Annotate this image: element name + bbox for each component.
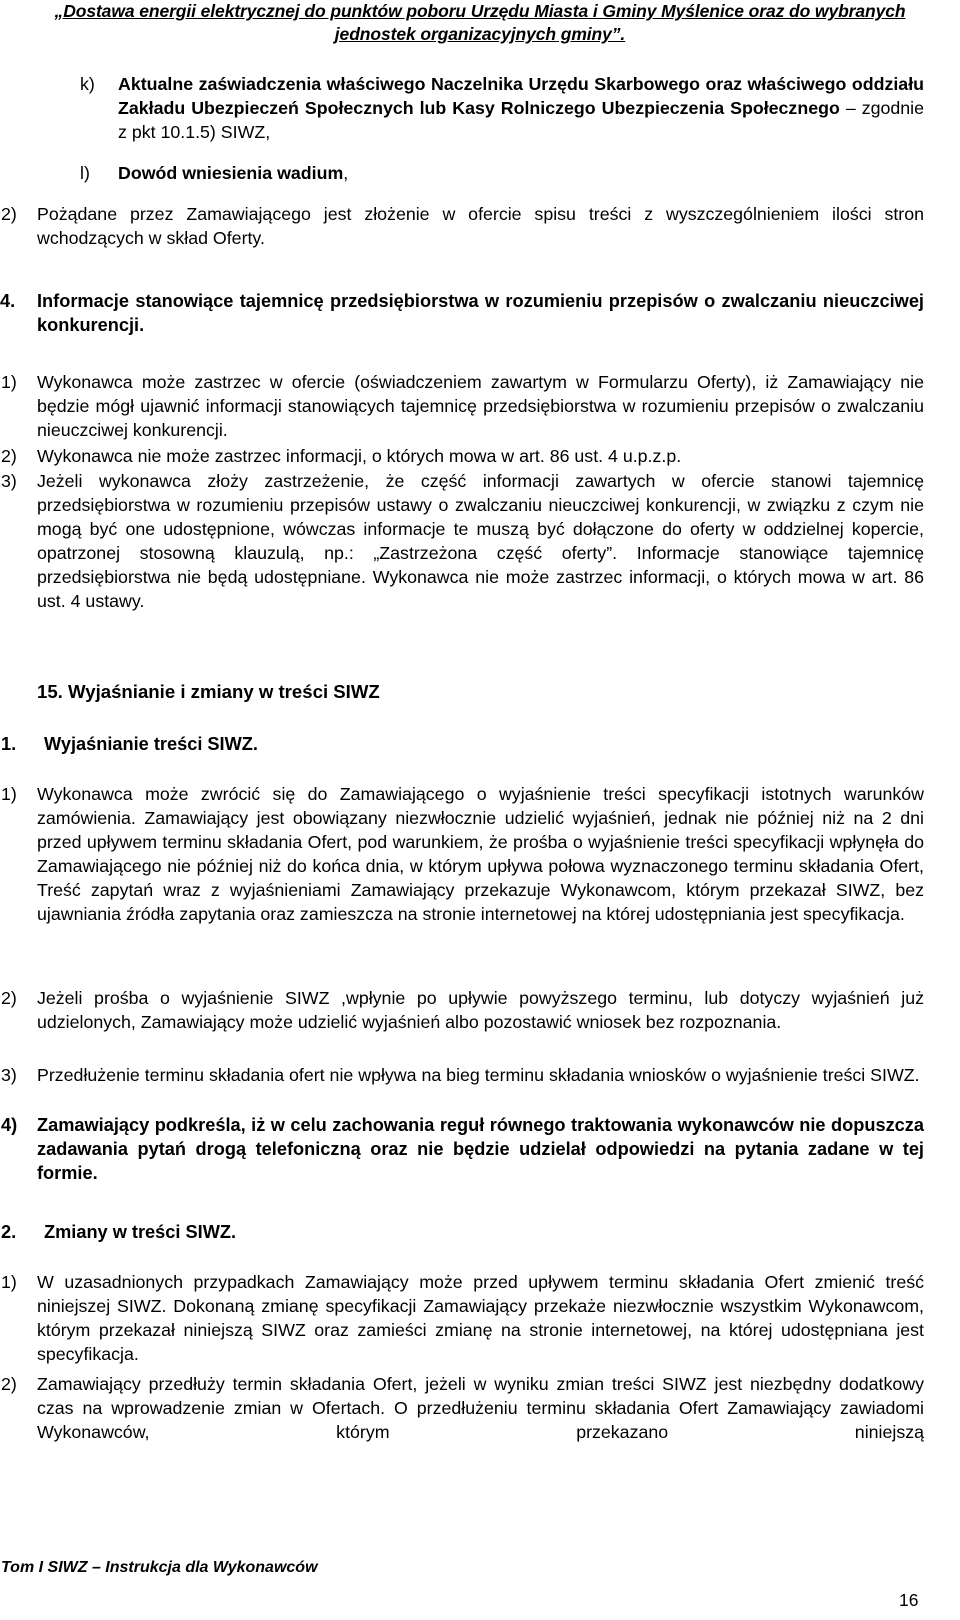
list-item-text: Zamawiający przedłuży termin składania Ofert, jeżeli w wyniku zmian treści SIWZ jest niezbędny dodatkowy czas na wprowadzenie zmian w Ofertach. O przedłużeniu terminu składania Ofert Zamawiający zawiadomi Wykonawców, którym przekazano niniejszą — [37, 1374, 924, 1442]
section-4-item-1 — [1, 370, 924, 442]
list-item-text: Zamawiający podkreśla, iż w celu zachowania reguł równego traktowania wykonawców nie dopuszcza zadawania pytań drogą telefoniczną oraz nie będzie udzielał odpowiedzi na pytania zadane w tej formie. — [37, 1115, 924, 1183]
subsection-title: Wyjaśnianie treści SIWZ. — [44, 734, 258, 754]
header-line-1: „Dostawa energii elektrycznej do punktów poboru Urzędu Miasta i Gminy Myślenice oraz do wybranych — [54, 1, 906, 21]
list-item-text: Jeżeli wykonawca złoży zastrzeżenie, że część informacji zawartych w ofercie stanowi tajemnicę przedsiębiorstwa w rozumieniu przepisów ustawy o zwalczaniu nieuczciwej konkurencji, w związku z czym nie mogą być one udostępnione, wówczas informacje te muszą być dołączone do oferty w oddzielnej kopercie, opatrzonej stosowną klauzulą, np.: „Zastrzeżona część oferty”. Informacje stanowiące tajemnicę przedsiębiorstwa nie będą udostępniane. Wykonawca nie może zastrzec informacji, o których mowa w art. 86 ust. 4 ustawy. — [37, 471, 924, 611]
list-marker: 2) — [1, 204, 17, 224]
list-item-text: Przedłużenie terminu składania ofert nie wpływa na bieg terminu składania wniosków o wyjaśnienie treści SIWZ. — [37, 1065, 920, 1085]
page-number: 16 — [899, 1590, 919, 1610]
list-item-text: – zgodnie z pkt 10.1.5) SIWZ, — [118, 98, 924, 142]
subsection-1-item-2 — [1, 986, 924, 1034]
subsection-title: Zmiany w treści SIWZ. — [44, 1222, 237, 1242]
section-title: Wyjaśnianie i zmiany w treści SIWZ — [68, 681, 380, 702]
list-item-2-pozadane — [1, 202, 924, 250]
list-marker: k) — [80, 74, 95, 94]
subsection-1-item-4 — [1, 1113, 924, 1185]
section-15-heading — [37, 680, 380, 704]
list-marker: 4) — [1, 1115, 18, 1135]
list-marker: 2) — [1, 1374, 17, 1394]
section-4-heading — [0, 289, 924, 337]
subsection-1-item-3 — [1, 1063, 924, 1087]
section-4-item-2 — [1, 444, 924, 468]
section-number: 15. — [37, 681, 63, 702]
header-line-2: jednostek organizacyjnych gminy”. — [334, 24, 626, 44]
list-item-text: Wykonawca nie może zastrzec informacji, o których mowa w art. 86 ust. 4 u.p.z.p. — [37, 446, 682, 466]
list-marker: 2) — [1, 988, 17, 1008]
list-item-text: , — [343, 163, 349, 183]
subsection-number: 2. — [1, 1222, 17, 1242]
list-marker: 1) — [1, 1272, 17, 1292]
subsection-1-item-1 — [1, 782, 924, 926]
list-marker: 2) — [1, 446, 17, 466]
section-number: 4. — [0, 291, 16, 311]
list-marker: 3) — [1, 471, 17, 491]
subsection-2-item-2 — [1, 1372, 924, 1444]
list-marker: 3) — [1, 1065, 17, 1085]
list-marker: 1) — [1, 784, 17, 804]
subsection-1-heading — [1, 732, 258, 756]
list-marker: 1) — [1, 372, 17, 392]
list-item-text: Wykonawca może zastrzec w ofercie (oświadczeniem zawartym w Formularzu Oferty), iż Zamawiający nie będzie mógł ujawnić informacji stanowiących tajemnicę przedsiębiorstwa w rozumieniu przepisów o zwalczaniu nieuczciwej konkurencji. — [37, 372, 924, 440]
subsection-2-heading — [1, 1220, 236, 1244]
list-item-k — [80, 72, 924, 144]
list-item-text: Wykonawca może zwrócić się do Zamawiającego o wyjaśnienie treści specyfikacji istotnych warunków zamówienia. Zamawiający jest obowiązany niezwłocznie udzielić wyjaśnień, jednak nie później niż na 2 dni przed upływem terminu składania Ofert, pod warunkiem, że prośba o wyjaśnienie treści specyfikacji wpłynęła do Zamawiającego nie później niż do końca dnia, w którym upływa połowa wyznaczonego terminu składania Ofert, Treść zapytań wraz z wyjaśnieniami Zamawiający przekazuje Wykonawcom, którym przekazał SIWZ, bez ujawniania źródła zapytania oraz zamieszcza na stronie internetowej na której udostępniania jest specyfikacja. — [37, 784, 924, 924]
list-item-bold-text: Dowód wniesienia wadium — [118, 163, 344, 183]
list-marker: l) — [80, 163, 90, 183]
list-item-bold-text: Aktualne zaświadczenia właściwego Naczelnika Urzędu Skarbowego oraz właściwego oddziału Zakładu Ubezpieczeń Społecznych lub Kasy Rolniczego Ubezpieczenia Społecznego — [118, 74, 924, 118]
document-header — [0, 0, 960, 46]
list-item-text: Jeżeli prośba o wyjaśnienie SIWZ ,wpłynie po upływie powyższego terminu, lub dotyczy wyjaśnień już udzielonych, Zamawiający może udzielić wyjaśnień albo pozostawić wniosek bez rozpoznania. — [37, 988, 924, 1032]
section-4-item-3 — [1, 469, 924, 613]
document-footer: Tom I SIWZ – Instrukcja dla Wykonawców — [1, 1559, 318, 1576]
list-item-text: Pożądane przez Zamawiającego jest złożenie w ofercie spisu treści z wyszczególnieniem ilości stron wchodzących w skład Oferty. — [37, 204, 924, 248]
section-title: Informacje stanowiące tajemnicę przedsiębiorstwa w rozumieniu przepisów o zwalczaniu nieuczciwej konkurencji. — [37, 291, 924, 335]
list-item-l — [80, 161, 924, 185]
list-item-text: W uzasadnionych przypadkach Zamawiający może przed upływem terminu składania Ofert zmienić treść niniejszej SIWZ. Dokonaną zmianę specyfikacji Zamawiający przekaże niezwłocznie wszystkim Wykonawcom, którym przekazał niniejszą SIWZ oraz zamieści zmianę na stronie internetowej, na której udostępniana jest specyfikacja. — [37, 1272, 924, 1364]
subsection-2-item-1 — [1, 1270, 924, 1366]
subsection-number: 1. — [1, 734, 17, 754]
